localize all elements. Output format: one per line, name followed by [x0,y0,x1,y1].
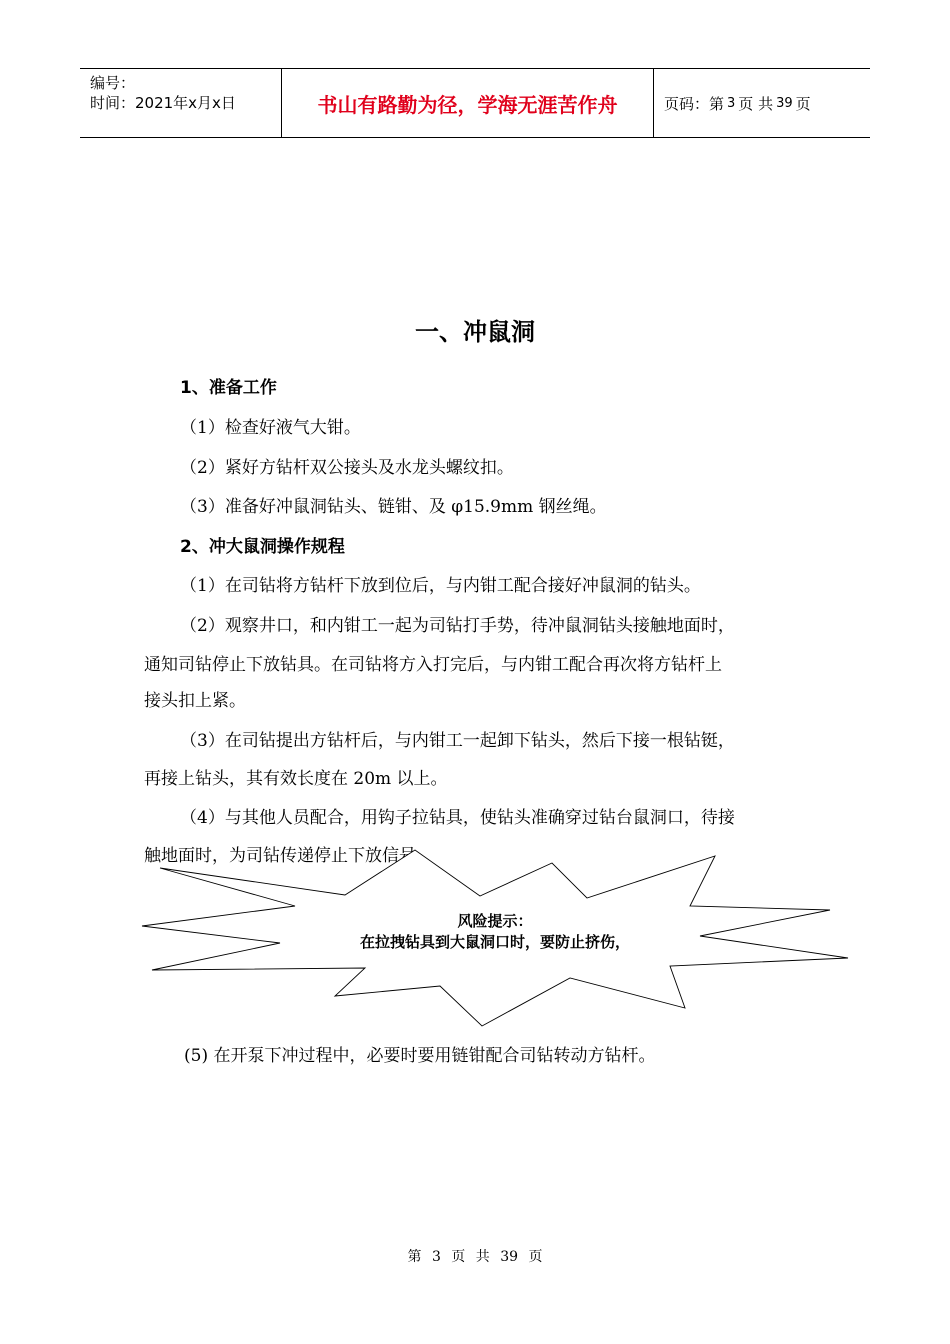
page-total: 39 [776,95,793,111]
number-label: 编号： [90,74,136,92]
section2-item-1: （1）在司钻将方钻杆下放到位后，与内钳工配合接好冲鼠洞的钻头。 [180,576,701,596]
section2-heading: 2、冲大鼠洞操作规程 [180,537,345,557]
risk-text-block [140,911,850,953]
header-page-cell [654,69,870,137]
header-table [80,68,870,138]
section2-item-3-line-2: 再接上钻头，其有效长度在 20m 以上。 [144,769,448,789]
header-motto-cell [282,69,654,137]
section2-item-2-line-1: （2）观察井口，和内钳工一起为司钻打手势，待冲鼠洞钻头接触地面时， [180,616,735,636]
page-middle: 页 共 [738,94,774,113]
section1-item-1: （1）检查好液气大钳。 [180,418,361,438]
section2-item-4-line-2: 触地面时，为司钻传递停止下放信号。 [144,846,433,866]
page-current: 3 [727,95,736,111]
risk-message: 在拉拽钻具到大鼠洞口时，要防止挤伤， [359,933,630,951]
risk-callout [140,848,850,1028]
section2-item-2-line-3: 接头扣上紧。 [144,691,246,711]
section2-item-5: (5) 在开泵下冲过程中，必要时要用链钳配合司钻转动方钻杆。 [184,1046,656,1066]
section2-item-2-line-2: 通知司钻停止下放钻具。在司钻将方入打完后，与内钳工配合再次将方钻杆上 [144,655,722,675]
section1-heading: 1、准备工作 [180,378,277,398]
page-title: 一、冲鼠洞 [415,318,535,346]
header-meta-cell [80,69,282,137]
page-prefix: 页码：第 [664,94,725,113]
section2-item-3-line-1: （3）在司钻提出方钻杆后，与内钳工一起卸下钻头，然后下接一根钻铤， [180,731,735,751]
risk-title: 风险提示： [457,912,533,930]
section1-item-3: （3）准备好冲鼠洞钻头、链钳、及 φ15.9mm 钢丝绳。 [180,497,607,517]
motto-text: 书山有路勤为径，学海无涯苦作舟 [317,92,618,117]
page-footer: 第 3 页 共 39 页 [407,1249,543,1265]
section1-item-2: （2）紧好方钻杆双公接头及水龙头螺纹扣。 [180,458,514,478]
time-label: 时间：2021年x月x日 [90,94,236,112]
page-suffix: 页 [795,94,811,113]
section2-item-4-line-1: （4）与其他人员配合，用钩子拉钻具，使钻头准确穿过钻台鼠洞口，待接 [180,808,735,828]
